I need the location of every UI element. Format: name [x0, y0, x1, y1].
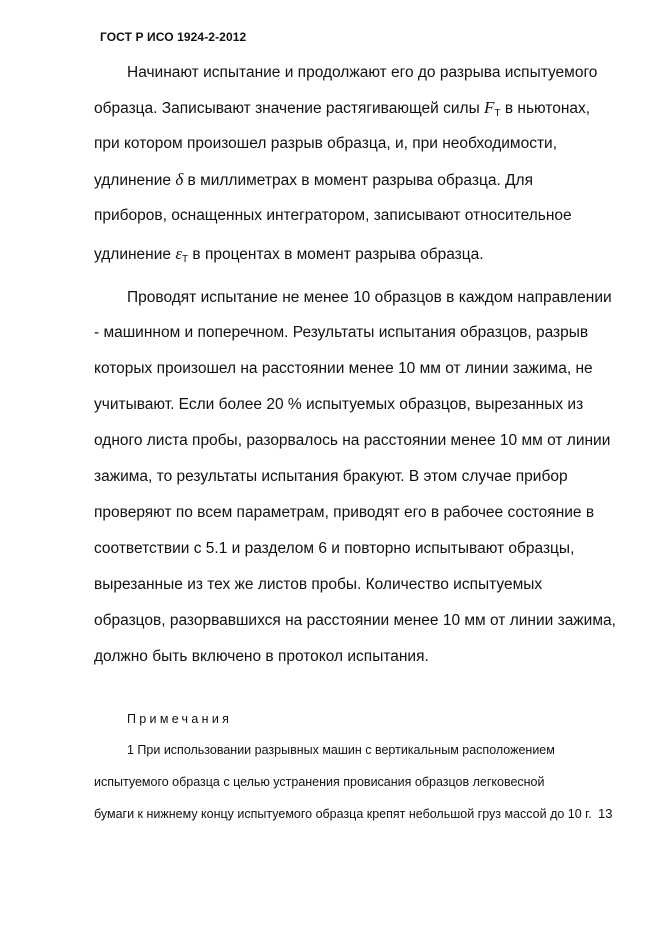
paragraph-2-line-1: Проводят испытание не менее 10 образцов в каждом направлении	[127, 289, 612, 306]
force-symbol: F	[484, 98, 495, 117]
paragraph-1-line-2-text-a: образца. Записывают значение растягивающей силы	[94, 100, 485, 117]
note-1-line-3: бумаги к нижнему концу испытуемого образца крепят небольшой груз массой до 10 г.	[94, 807, 592, 821]
paragraph-2-line-8: соответствии с 5.1 и разделом 6 и повторно испытывают образцы,	[94, 540, 575, 557]
paragraph-1-line-5: приборов, оснащенных интегратором, записывают относительное	[94, 207, 572, 224]
paragraph-1-line-3: при котором произошел разрыв образца, и, при необходимости,	[94, 135, 558, 152]
paragraph-2-line-11: должно быть включено в протокол испытания.	[94, 648, 429, 665]
paragraph-2-line-7: проверяют по всем параметрам, приводят его в рабочее состояние в	[94, 504, 595, 521]
paragraph-2-line-4: учитывают. Если более 20 % испытуемых образцов, вырезанных из	[94, 396, 584, 413]
paragraph-1-line-6	[94, 245, 484, 266]
note-1-line-1: 1 При использовании разрывных машин с вертикальным расположением	[127, 743, 555, 757]
paragraph-2-line-2: - машинном и поперечном. Результаты испытания образцов, разрыв	[94, 324, 589, 341]
document-header: ГОСТ Р ИСО 1924-2-2012	[100, 30, 247, 44]
paragraph-1-line-6-text-a: удлинение	[94, 246, 176, 263]
paragraph-1-line-2-text-b: в ньютонах,	[500, 100, 591, 117]
paragraph-2-line-6: зажима, то результаты испытания бракуют. В этом случае прибор	[94, 468, 568, 485]
force-subscript: T	[494, 108, 501, 119]
epsilon-subscript: T	[182, 254, 189, 265]
paragraph-1-line-4	[94, 171, 533, 190]
paragraph-2-line-5: одного листа пробы, разорвалось на расстоянии менее 10 мм от линии	[94, 432, 611, 449]
paragraph-1-line-4-text-b: в миллиметрах в момент разрыва образца. Для	[187, 172, 533, 189]
note-1-line-2: испытуемого образца с целью устранения провисания образцов легковесной	[94, 775, 545, 789]
paragraph-2-line-3: которых произошел на расстоянии менее 10 мм от линии зажима, не	[94, 360, 593, 377]
paragraph-1-line-6-text-b: в процентах в момент разрыва образца.	[188, 246, 484, 263]
epsilon-symbol: ε	[175, 244, 183, 263]
notes-heading: Примечания	[127, 712, 233, 726]
delta-symbol: δ	[175, 170, 184, 189]
paragraph-2-line-9: вырезанные из тех же листов пробы. Количество испытуемых	[94, 576, 543, 593]
paragraph-1-line-4-text-a: удлинение	[94, 172, 176, 189]
paragraph-1-line-2	[94, 99, 590, 120]
page-number: 13	[598, 806, 613, 821]
paragraph-2-line-10: образцов, разорвавшихся на расстоянии менее 10 мм от линии зажима,	[94, 612, 616, 629]
paragraph-1-line-1: Начинают испытание и продолжают его до разрыва испытуемого	[127, 64, 598, 81]
